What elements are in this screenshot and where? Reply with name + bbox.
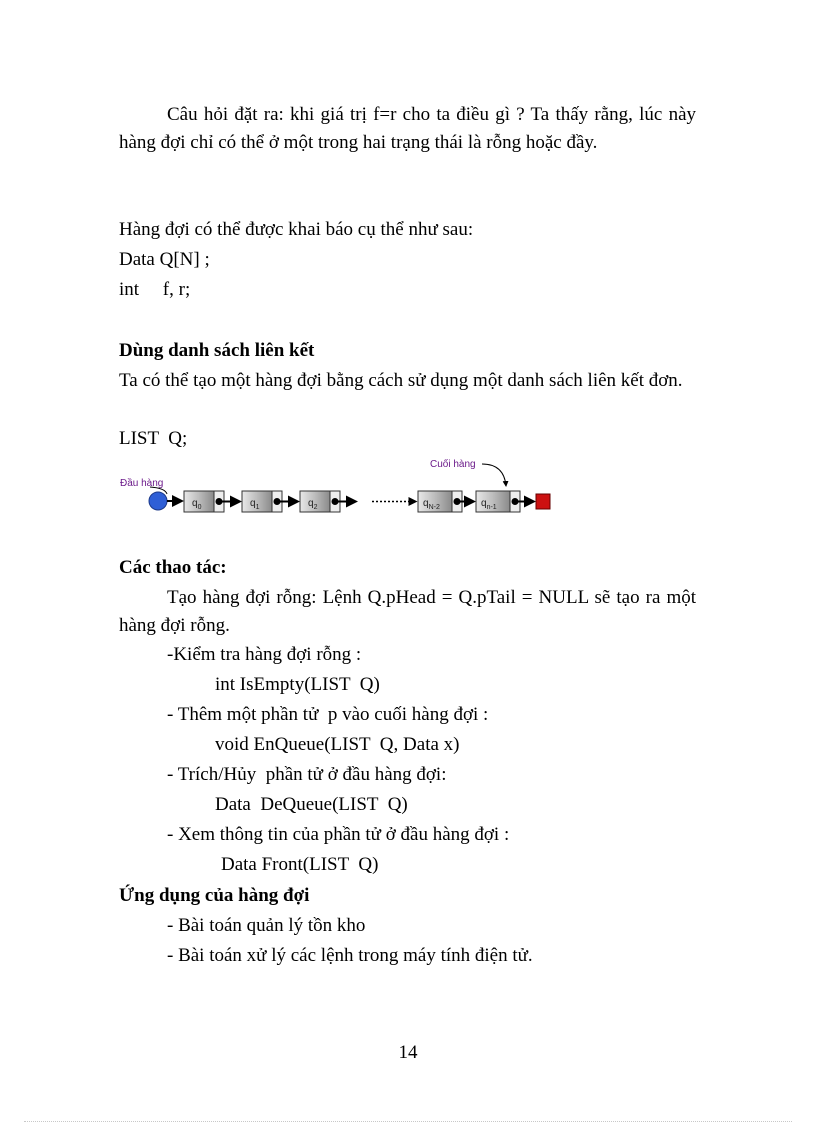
- node-sub: 2: [313, 504, 318, 511]
- node-label: q: [481, 498, 487, 509]
- page-number: 14: [398, 1042, 418, 1063]
- tail-label: Cuối hàng: [430, 459, 476, 470]
- node-sub: N-2: [428, 504, 440, 511]
- heading-operations: Các thao tác:: [119, 557, 227, 578]
- heading-linked-list: Dùng danh sách liên kết: [119, 340, 315, 361]
- node-sub: n-1: [486, 504, 497, 511]
- head-pointer-circle: [149, 492, 167, 510]
- code-list-declaration: LIST Q;: [119, 428, 188, 449]
- code-array-declaration: Data Q[N] ;: [119, 249, 210, 270]
- null-terminator: [536, 494, 550, 509]
- node-label: q: [192, 498, 198, 509]
- footer-divider: [24, 1121, 792, 1122]
- op-enqueue-code: void EnQueue(LIST Q, Data x): [215, 734, 460, 755]
- node-label: q: [423, 498, 429, 509]
- node-sub: 1: [255, 504, 260, 511]
- op-isempty-code: int IsEmpty(LIST Q): [215, 674, 380, 695]
- node-q2: [300, 491, 340, 512]
- op-dequeue-code: Data DeQueue(LIST Q): [215, 794, 408, 815]
- paragraph-question: Câu hỏi đặt ra: khi giá trị f=r cho ta điều gì ? Ta thấy rằng, lúc này hàng đợi chỉ có thể ở một trong hai trạng thái là rỗng hoặc đầy.: [119, 104, 696, 153]
- op-enqueue-desc: - Thêm một phần tử p vào cuối hàng đợi :: [167, 704, 489, 725]
- head-label: Đầu hàng: [120, 478, 164, 489]
- application-item-commands: - Bài toán xử lý các lệnh trong máy tính điện tử.: [167, 945, 533, 966]
- node-q0: [184, 491, 224, 512]
- paragraph-create-empty: Tạo hàng đợi rỗng: Lệnh Q.pHead = Q.pTail = NULL sẽ tạo ra một hàng đợi rỗng.: [119, 587, 696, 636]
- node-sub: 0: [197, 504, 202, 511]
- application-item-inventory: - Bài toán quản lý tồn kho: [167, 915, 366, 936]
- op-isempty-desc: -Kiểm tra hàng đợi rỗng :: [167, 644, 362, 665]
- tail-label-arrow: [482, 464, 506, 486]
- code-index-declaration: int f, r;: [119, 279, 191, 300]
- op-dequeue-desc: - Trích/Hủy phần tử ở đầu hàng đợi:: [167, 764, 447, 785]
- op-front-desc: - Xem thông tin của phần tử ở đầu hàng đợi :: [167, 824, 510, 845]
- node-qN-2: [418, 491, 462, 512]
- node-qn-1: [476, 491, 520, 512]
- node-q1: [242, 491, 282, 512]
- linked-list-diagram: [110, 450, 570, 525]
- node-label: q: [250, 498, 256, 509]
- paragraph-declaration: Hàng đợi có thể được khai báo cụ thể như sau:: [119, 219, 474, 240]
- paragraph-linked-list: Ta có thể tạo một hàng đợi bằng cách sử dụng một danh sách liên kết đơn.: [119, 370, 683, 391]
- op-front-code: Data Front(LIST Q): [221, 854, 379, 875]
- heading-applications: Ứng dụng của hàng đợi: [119, 885, 310, 906]
- node-label: q: [308, 498, 314, 509]
